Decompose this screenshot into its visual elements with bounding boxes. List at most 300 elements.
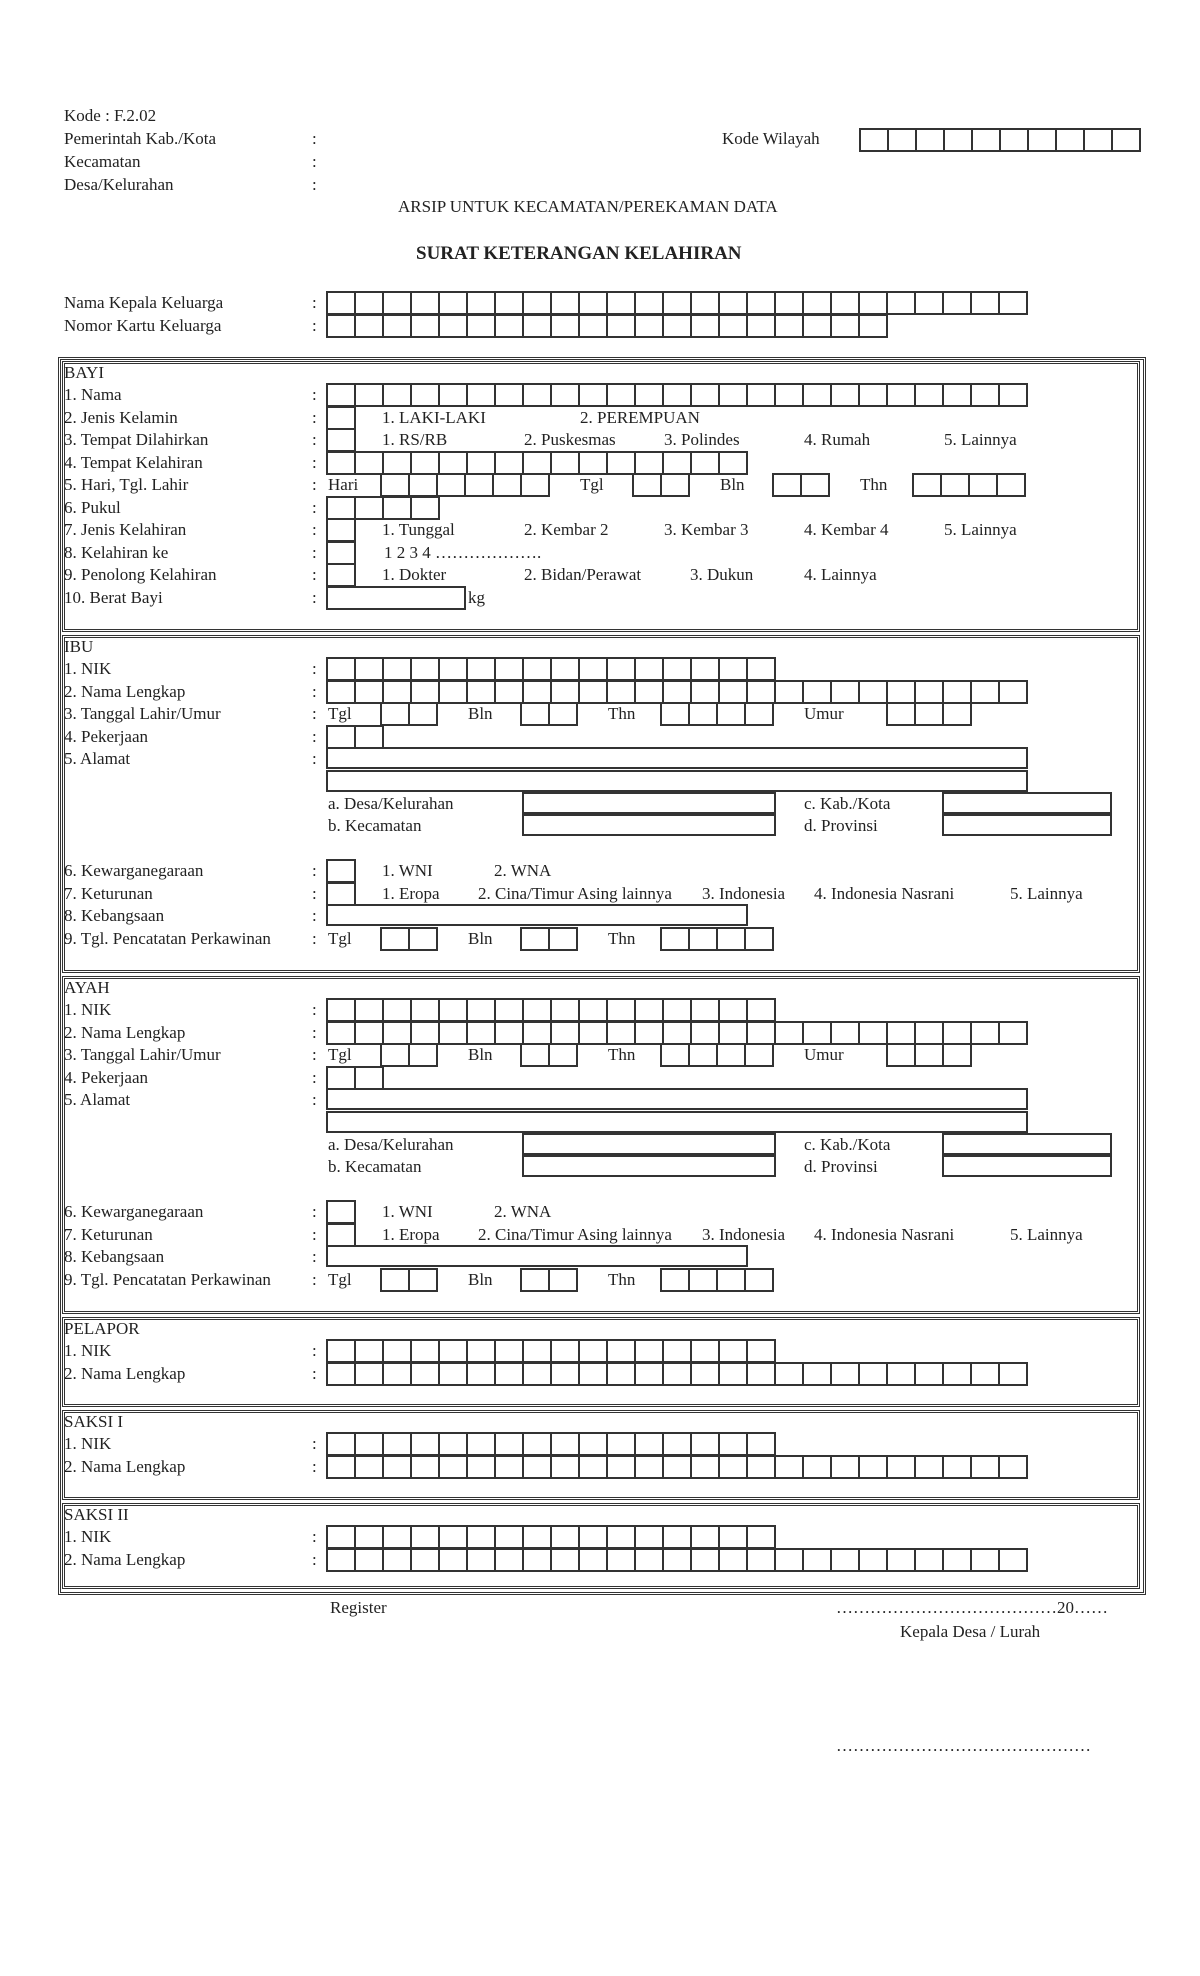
char-cell[interactable] <box>886 1548 916 1572</box>
char-cell[interactable] <box>326 1066 356 1090</box>
char-cell[interactable] <box>968 473 998 497</box>
char-cell[interactable] <box>578 657 608 681</box>
char-cell[interactable] <box>382 1339 412 1363</box>
ayah-kewarganegaraan-cell[interactable] <box>326 1200 356 1224</box>
char-cell[interactable] <box>494 1432 524 1456</box>
char-cell[interactable] <box>606 1339 636 1363</box>
char-cell[interactable] <box>578 1432 608 1456</box>
char-cell[interactable] <box>354 291 384 315</box>
char-cell[interactable] <box>466 383 496 407</box>
char-cell[interactable] <box>830 1362 860 1386</box>
char-cell[interactable] <box>774 1021 804 1045</box>
char-cell[interactable] <box>971 128 1001 152</box>
char-cell[interactable] <box>466 680 496 704</box>
char-cell[interactable] <box>859 128 889 152</box>
ibu-thn-cells[interactable] <box>660 702 774 726</box>
char-cell[interactable] <box>326 1362 356 1386</box>
char-cell[interactable] <box>326 1455 356 1479</box>
char-cell[interactable] <box>662 1432 692 1456</box>
saksi-1-nama-cells[interactable] <box>326 1455 1028 1479</box>
char-cell[interactable] <box>550 1525 580 1549</box>
char-cell[interactable] <box>886 1043 916 1067</box>
char-cell[interactable] <box>744 1268 774 1292</box>
char-cell[interactable] <box>520 1268 550 1292</box>
char-cell[interactable] <box>662 680 692 704</box>
char-cell[interactable] <box>718 998 748 1022</box>
char-cell[interactable] <box>886 1021 916 1045</box>
char-cell[interactable] <box>578 1525 608 1549</box>
char-cell[interactable] <box>382 383 412 407</box>
char-cell[interactable] <box>382 1548 412 1572</box>
char-cell[interactable] <box>522 998 552 1022</box>
char-cell[interactable] <box>606 451 636 475</box>
ayah-nik-cells[interactable] <box>326 998 776 1022</box>
char-cell[interactable] <box>326 314 356 338</box>
kode-wilayah-cells[interactable] <box>859 128 1141 152</box>
ibu-kebangsaan-box[interactable] <box>326 904 748 926</box>
char-cell[interactable] <box>464 473 494 497</box>
char-cell[interactable] <box>380 702 410 726</box>
char-cell[interactable] <box>998 1021 1028 1045</box>
char-cell[interactable] <box>660 1268 690 1292</box>
char-cell[interactable] <box>688 702 718 726</box>
char-cell[interactable] <box>606 680 636 704</box>
char-cell[interactable] <box>326 657 356 681</box>
ibu-prov-box[interactable] <box>942 814 1112 836</box>
char-cell[interactable] <box>522 383 552 407</box>
char-cell[interactable] <box>578 1021 608 1045</box>
char-cell[interactable] <box>690 657 720 681</box>
char-cell[interactable] <box>886 383 916 407</box>
char-cell[interactable] <box>746 1339 776 1363</box>
char-cell[interactable] <box>774 383 804 407</box>
char-cell[interactable] <box>410 1548 440 1572</box>
char-cell[interactable] <box>410 1525 440 1549</box>
char-cell[interactable] <box>438 314 468 338</box>
char-cell[interactable] <box>634 1021 664 1045</box>
char-cell[interactable] <box>522 1362 552 1386</box>
ayah-thn-cells[interactable] <box>660 1043 774 1067</box>
char-cell[interactable] <box>408 473 438 497</box>
char-cell[interactable] <box>634 680 664 704</box>
char-cell[interactable] <box>382 1021 412 1045</box>
char-cell[interactable] <box>354 1339 384 1363</box>
char-cell[interactable] <box>438 1021 468 1045</box>
char-cell[interactable] <box>690 998 720 1022</box>
char-cell[interactable] <box>718 1339 748 1363</box>
char-cell[interactable] <box>716 1043 746 1067</box>
char-cell[interactable] <box>494 998 524 1022</box>
char-cell[interactable] <box>382 314 412 338</box>
char-cell[interactable] <box>408 702 438 726</box>
char-cell[interactable] <box>942 702 972 726</box>
char-cell[interactable] <box>716 1268 746 1292</box>
char-cell[interactable] <box>858 291 888 315</box>
char-cell[interactable] <box>606 1432 636 1456</box>
char-cell[interactable] <box>326 428 356 452</box>
char-cell[interactable] <box>690 1021 720 1045</box>
bayi-nama-cells[interactable] <box>326 383 1028 407</box>
char-cell[interactable] <box>662 314 692 338</box>
pukul-cells[interactable] <box>326 496 440 520</box>
char-cell[interactable] <box>746 1455 776 1479</box>
char-cell[interactable] <box>410 451 440 475</box>
char-cell[interactable] <box>688 1268 718 1292</box>
char-cell[interactable] <box>326 882 356 906</box>
char-cell[interactable] <box>326 1021 356 1045</box>
char-cell[interactable] <box>718 291 748 315</box>
char-cell[interactable] <box>718 1021 748 1045</box>
char-cell[interactable] <box>522 451 552 475</box>
char-cell[interactable] <box>494 1525 524 1549</box>
char-cell[interactable] <box>578 680 608 704</box>
char-cell[interactable] <box>326 680 356 704</box>
char-cell[interactable] <box>774 1548 804 1572</box>
char-cell[interactable] <box>915 128 945 152</box>
ayah-kab-box[interactable] <box>942 1133 1112 1155</box>
char-cell[interactable] <box>634 291 664 315</box>
char-cell[interactable] <box>550 680 580 704</box>
char-cell[interactable] <box>632 473 662 497</box>
ibu-nama-cells[interactable] <box>326 680 1028 704</box>
char-cell[interactable] <box>326 291 356 315</box>
char-cell[interactable] <box>550 657 580 681</box>
char-cell[interactable] <box>660 1043 690 1067</box>
char-cell[interactable] <box>858 383 888 407</box>
char-cell[interactable] <box>520 702 550 726</box>
char-cell[interactable] <box>382 1432 412 1456</box>
ibu-bln-cells[interactable] <box>520 702 578 726</box>
saksi-2-nik-cells[interactable] <box>326 1525 776 1549</box>
char-cell[interactable] <box>606 383 636 407</box>
jenis-kelahiran-cell[interactable] <box>326 518 356 542</box>
char-cell[interactable] <box>466 1021 496 1045</box>
char-cell[interactable] <box>718 1432 748 1456</box>
char-cell[interactable] <box>718 1525 748 1549</box>
char-cell[interactable] <box>354 1548 384 1572</box>
char-cell[interactable] <box>940 473 970 497</box>
char-cell[interactable] <box>466 1548 496 1572</box>
char-cell[interactable] <box>522 314 552 338</box>
char-cell[interactable] <box>380 1043 410 1067</box>
char-cell[interactable] <box>494 1339 524 1363</box>
char-cell[interactable] <box>520 473 550 497</box>
char-cell[interactable] <box>578 1548 608 1572</box>
char-cell[interactable] <box>690 1339 720 1363</box>
char-cell[interactable] <box>326 859 356 883</box>
char-cell[interactable] <box>550 1432 580 1456</box>
char-cell[interactable] <box>382 496 412 520</box>
char-cell[interactable] <box>410 657 440 681</box>
char-cell[interactable] <box>858 1362 888 1386</box>
char-cell[interactable] <box>802 1548 832 1572</box>
char-cell[interactable] <box>326 518 356 542</box>
char-cell[interactable] <box>466 314 496 338</box>
char-cell[interactable] <box>802 680 832 704</box>
hari-cells[interactable] <box>380 473 550 497</box>
char-cell[interactable] <box>772 473 802 497</box>
char-cell[interactable] <box>774 1362 804 1386</box>
char-cell[interactable] <box>466 1432 496 1456</box>
char-cell[interactable] <box>914 1021 944 1045</box>
char-cell[interactable] <box>410 314 440 338</box>
char-cell[interactable] <box>942 1455 972 1479</box>
char-cell[interactable] <box>326 1339 356 1363</box>
char-cell[interactable] <box>354 657 384 681</box>
char-cell[interactable] <box>942 383 972 407</box>
nomor-kk-cells[interactable] <box>326 314 888 338</box>
char-cell[interactable] <box>410 291 440 315</box>
char-cell[interactable] <box>830 1548 860 1572</box>
char-cell[interactable] <box>746 383 776 407</box>
char-cell[interactable] <box>942 1362 972 1386</box>
char-cell[interactable] <box>326 1432 356 1456</box>
char-cell[interactable] <box>410 383 440 407</box>
char-cell[interactable] <box>354 680 384 704</box>
char-cell[interactable] <box>662 1021 692 1045</box>
char-cell[interactable] <box>746 998 776 1022</box>
char-cell[interactable] <box>634 1525 664 1549</box>
char-cell[interactable] <box>634 657 664 681</box>
nama-kepala-cells[interactable] <box>326 291 1028 315</box>
char-cell[interactable] <box>970 1362 1000 1386</box>
char-cell[interactable] <box>606 1548 636 1572</box>
char-cell[interactable] <box>408 927 438 951</box>
char-cell[interactable] <box>746 291 776 315</box>
char-cell[interactable] <box>550 998 580 1022</box>
char-cell[interactable] <box>522 291 552 315</box>
char-cell[interactable] <box>548 927 578 951</box>
char-cell[interactable] <box>660 473 690 497</box>
ibu-nik-cells[interactable] <box>326 657 776 681</box>
char-cell[interactable] <box>438 998 468 1022</box>
char-cell[interactable] <box>746 1362 776 1386</box>
jenis-kelamin-cell[interactable] <box>326 406 356 430</box>
char-cell[interactable] <box>886 1455 916 1479</box>
tempat-kelahiran-cells[interactable] <box>326 451 748 475</box>
char-cell[interactable] <box>494 1021 524 1045</box>
char-cell[interactable] <box>886 291 916 315</box>
ayah-prov-box[interactable] <box>942 1155 1112 1177</box>
char-cell[interactable] <box>578 1339 608 1363</box>
char-cell[interactable] <box>382 291 412 315</box>
ayah-desa-box[interactable] <box>522 1133 776 1155</box>
char-cell[interactable] <box>410 1021 440 1045</box>
ayah-tgl-cells[interactable] <box>380 1043 438 1067</box>
char-cell[interactable] <box>690 1455 720 1479</box>
char-cell[interactable] <box>578 451 608 475</box>
char-cell[interactable] <box>354 314 384 338</box>
char-cell[interactable] <box>914 291 944 315</box>
char-cell[interactable] <box>1055 128 1085 152</box>
thn-cells[interactable] <box>912 473 1026 497</box>
char-cell[interactable] <box>578 1455 608 1479</box>
ibu-alamat-1[interactable] <box>326 747 1028 769</box>
char-cell[interactable] <box>1111 128 1141 152</box>
char-cell[interactable] <box>688 1043 718 1067</box>
char-cell[interactable] <box>578 291 608 315</box>
char-cell[interactable] <box>718 451 748 475</box>
char-cell[interactable] <box>466 291 496 315</box>
char-cell[interactable] <box>746 314 776 338</box>
char-cell[interactable] <box>550 1339 580 1363</box>
char-cell[interactable] <box>522 1339 552 1363</box>
char-cell[interactable] <box>970 383 1000 407</box>
char-cell[interactable] <box>354 998 384 1022</box>
char-cell[interactable] <box>690 1432 720 1456</box>
char-cell[interactable] <box>522 1432 552 1456</box>
char-cell[interactable] <box>438 291 468 315</box>
char-cell[interactable] <box>438 1432 468 1456</box>
char-cell[interactable] <box>578 383 608 407</box>
char-cell[interactable] <box>436 473 466 497</box>
char-cell[interactable] <box>550 1455 580 1479</box>
char-cell[interactable] <box>662 1455 692 1479</box>
char-cell[interactable] <box>912 473 942 497</box>
char-cell[interactable] <box>858 1548 888 1572</box>
char-cell[interactable] <box>998 1548 1028 1572</box>
char-cell[interactable] <box>718 1455 748 1479</box>
berat-bayi-box[interactable] <box>326 586 466 610</box>
char-cell[interactable] <box>858 680 888 704</box>
char-cell[interactable] <box>802 291 832 315</box>
char-cell[interactable] <box>522 1548 552 1572</box>
ayah-umur-cells[interactable] <box>886 1043 972 1067</box>
char-cell[interactable] <box>690 680 720 704</box>
char-cell[interactable] <box>746 1548 776 1572</box>
char-cell[interactable] <box>354 383 384 407</box>
char-cell[interactable] <box>578 1362 608 1386</box>
char-cell[interactable] <box>718 657 748 681</box>
char-cell[interactable] <box>802 1455 832 1479</box>
char-cell[interactable] <box>690 451 720 475</box>
char-cell[interactable] <box>688 927 718 951</box>
char-cell[interactable] <box>662 657 692 681</box>
char-cell[interactable] <box>606 1525 636 1549</box>
char-cell[interactable] <box>914 1455 944 1479</box>
char-cell[interactable] <box>774 1455 804 1479</box>
pelapor-nik-cells[interactable] <box>326 1339 776 1363</box>
ibu-tgl-cells[interactable] <box>380 702 438 726</box>
char-cell[interactable] <box>746 657 776 681</box>
char-cell[interactable] <box>690 383 720 407</box>
ibu-keturunan-cell[interactable] <box>326 882 356 906</box>
char-cell[interactable] <box>914 1548 944 1572</box>
char-cell[interactable] <box>914 702 944 726</box>
char-cell[interactable] <box>886 702 916 726</box>
char-cell[interactable] <box>802 383 832 407</box>
char-cell[interactable] <box>382 451 412 475</box>
char-cell[interactable] <box>522 1021 552 1045</box>
char-cell[interactable] <box>942 291 972 315</box>
char-cell[interactable] <box>606 1021 636 1045</box>
saksi-2-nama-cells[interactable] <box>326 1548 1028 1572</box>
char-cell[interactable] <box>606 314 636 338</box>
char-cell[interactable] <box>886 680 916 704</box>
char-cell[interactable] <box>830 314 860 338</box>
char-cell[interactable] <box>438 1548 468 1572</box>
char-cell[interactable] <box>494 657 524 681</box>
penolong-cell[interactable] <box>326 563 356 587</box>
char-cell[interactable] <box>662 383 692 407</box>
char-cell[interactable] <box>690 1525 720 1549</box>
char-cell[interactable] <box>494 680 524 704</box>
char-cell[interactable] <box>326 998 356 1022</box>
char-cell[interactable] <box>410 1432 440 1456</box>
tempat-dilahirkan-cell[interactable] <box>326 428 356 452</box>
char-cell[interactable] <box>438 680 468 704</box>
char-cell[interactable] <box>1027 128 1057 152</box>
char-cell[interactable] <box>494 1548 524 1572</box>
char-cell[interactable] <box>744 702 774 726</box>
char-cell[interactable] <box>858 1021 888 1045</box>
char-cell[interactable] <box>382 657 412 681</box>
char-cell[interactable] <box>438 1339 468 1363</box>
char-cell[interactable] <box>830 1455 860 1479</box>
char-cell[interactable] <box>690 1362 720 1386</box>
ibu-kewarganegaraan-cell[interactable] <box>326 859 356 883</box>
char-cell[interactable] <box>886 1362 916 1386</box>
char-cell[interactable] <box>634 998 664 1022</box>
char-cell[interactable] <box>382 1455 412 1479</box>
char-cell[interactable] <box>716 702 746 726</box>
char-cell[interactable] <box>606 657 636 681</box>
char-cell[interactable] <box>746 1021 776 1045</box>
char-cell[interactable] <box>802 1362 832 1386</box>
char-cell[interactable] <box>326 1223 356 1247</box>
char-cell[interactable] <box>410 998 440 1022</box>
char-cell[interactable] <box>802 314 832 338</box>
char-cell[interactable] <box>1083 128 1113 152</box>
ibu-desa-box[interactable] <box>522 792 776 814</box>
char-cell[interactable] <box>690 314 720 338</box>
char-cell[interactable] <box>830 680 860 704</box>
char-cell[interactable] <box>690 1548 720 1572</box>
char-cell[interactable] <box>466 1362 496 1386</box>
char-cell[interactable] <box>634 314 664 338</box>
ibu-alamat-2[interactable] <box>326 770 1028 792</box>
char-cell[interactable] <box>326 406 356 430</box>
char-cell[interactable] <box>830 383 860 407</box>
char-cell[interactable] <box>943 128 973 152</box>
ayah-kawin-tgl[interactable] <box>380 1268 438 1292</box>
ibu-kab-box[interactable] <box>942 792 1112 814</box>
char-cell[interactable] <box>634 1548 664 1572</box>
char-cell[interactable] <box>326 496 356 520</box>
char-cell[interactable] <box>548 702 578 726</box>
char-cell[interactable] <box>746 680 776 704</box>
char-cell[interactable] <box>522 657 552 681</box>
char-cell[interactable] <box>522 680 552 704</box>
ayah-nama-cells[interactable] <box>326 1021 1028 1045</box>
char-cell[interactable] <box>380 1268 410 1292</box>
char-cell[interactable] <box>380 927 410 951</box>
char-cell[interactable] <box>326 1548 356 1572</box>
char-cell[interactable] <box>438 451 468 475</box>
char-cell[interactable] <box>998 1362 1028 1386</box>
ibu-kec-box[interactable] <box>522 814 776 836</box>
char-cell[interactable] <box>830 1021 860 1045</box>
char-cell[interactable] <box>354 1021 384 1045</box>
char-cell[interactable] <box>802 1021 832 1045</box>
ayah-keturunan-cell[interactable] <box>326 1223 356 1247</box>
char-cell[interactable] <box>634 1362 664 1386</box>
char-cell[interactable] <box>578 998 608 1022</box>
char-cell[interactable] <box>354 1432 384 1456</box>
char-cell[interactable] <box>326 541 356 565</box>
ibu-kawin-thn[interactable] <box>660 927 774 951</box>
ayah-bln-cells[interactable] <box>520 1043 578 1067</box>
